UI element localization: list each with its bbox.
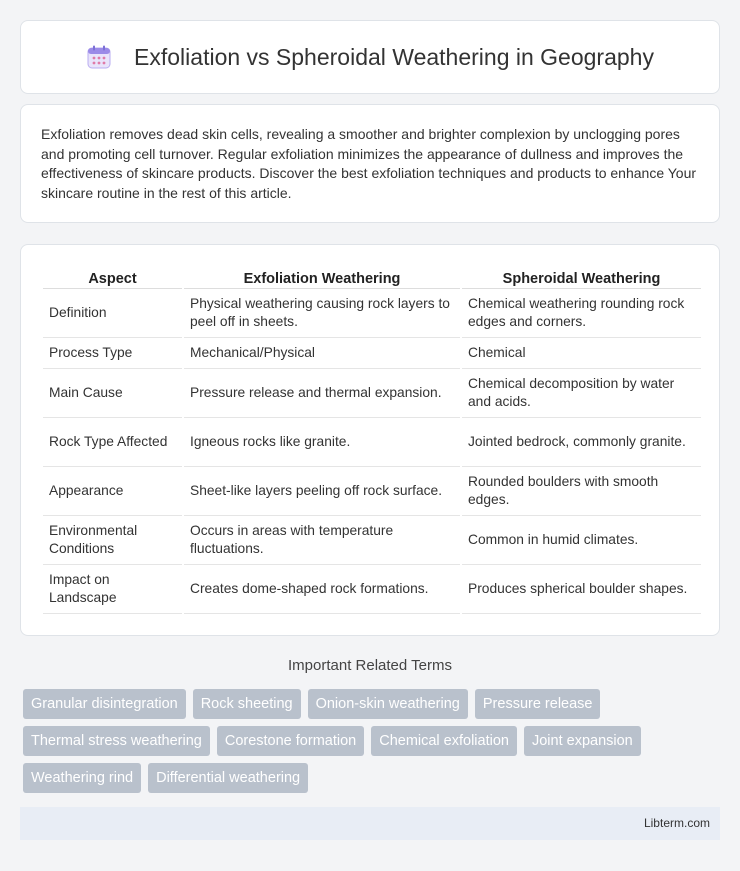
table-row xyxy=(43,565,701,614)
tag-pressure-release[interactable]: Pressure release xyxy=(475,689,601,719)
cell-aspect: Main Cause xyxy=(43,369,182,418)
table-row xyxy=(43,467,701,516)
cell-aspect: Definition xyxy=(43,289,182,338)
tag-weathering-rind[interactable]: Weathering rind xyxy=(23,763,141,793)
cell-aspect: Impact on Landscape xyxy=(43,565,182,614)
footer-site-link[interactable]: Libterm.com xyxy=(643,816,710,830)
cell-spheroidal: Jointed bedrock, commonly granite. xyxy=(462,418,701,467)
cell-exfoliation: Mechanical/Physical xyxy=(184,338,460,369)
header-card xyxy=(20,20,720,94)
cell-exfoliation: Physical weathering causing rock layers to peel off in sheets. xyxy=(184,289,460,338)
tag-granular-disintegration[interactable]: Granular disintegration xyxy=(23,689,186,719)
header-spheroidal: Spheroidal Weathering xyxy=(462,263,701,289)
comparison-table-card xyxy=(20,244,720,636)
cell-aspect: Appearance xyxy=(43,467,182,516)
cell-exfoliation: Igneous rocks like granite. xyxy=(184,418,460,467)
intro-card xyxy=(20,104,720,223)
table-row xyxy=(43,338,701,369)
table-row xyxy=(43,516,701,565)
cell-exfoliation: Occurs in areas with temperature fluctuations. xyxy=(184,516,460,565)
cell-spheroidal: Common in humid climates. xyxy=(462,516,701,565)
table-header-row xyxy=(43,263,701,289)
comparison-table xyxy=(41,263,703,614)
cell-exfoliation: Pressure release and thermal expansion. xyxy=(184,369,460,418)
cell-exfoliation: Sheet-like layers peeling off rock surface. xyxy=(184,467,460,516)
tag-rock-sheeting[interactable]: Rock sheeting xyxy=(193,689,301,719)
tag-differential-weathering[interactable]: Differential weathering xyxy=(148,763,308,793)
tag-chemical-exfoliation[interactable]: Chemical exfoliation xyxy=(371,726,517,756)
cell-aspect: Process Type xyxy=(43,338,182,369)
cell-aspect: Rock Type Affected xyxy=(43,418,182,467)
header-exfoliation: Exfoliation Weathering xyxy=(184,263,460,289)
footer xyxy=(20,807,720,840)
cell-spheroidal: Chemical weathering rounding rock edges and corners. xyxy=(462,289,701,338)
cell-spheroidal: Produces spherical boulder shapes. xyxy=(462,565,701,614)
tag-corestone-formation[interactable]: Corestone formation xyxy=(217,726,364,756)
tag-joint-expansion[interactable]: Joint expansion xyxy=(524,726,641,756)
related-terms-tags xyxy=(23,689,713,793)
calendar-icon xyxy=(86,44,112,70)
table-row xyxy=(43,289,701,338)
cell-spheroidal: Chemical decomposition by water and acids. xyxy=(462,369,701,418)
table-row xyxy=(43,418,701,467)
intro-text: Exfoliation removes dead skin cells, revealing a smoother and brighter complexion by unclogging pores and promoting cell turnover. Regular exfoliation minimizes the appearance of dullness and improves the effectiveness of skincare products. Discover the best exfoliation techniques and products to enhance Your skincare routine in the rest of this article. xyxy=(41,126,697,201)
table-row xyxy=(43,369,701,418)
cell-aspect: Environmental Conditions xyxy=(43,516,182,565)
header-aspect: Aspect xyxy=(43,263,182,289)
cell-spheroidal: Chemical xyxy=(462,338,701,369)
tag-thermal-stress-weathering[interactable]: Thermal stress weathering xyxy=(23,726,210,756)
page-title: Exfoliation vs Spheroidal Weathering in Geography xyxy=(134,43,654,70)
cell-exfoliation: Creates dome-shaped rock formations. xyxy=(184,565,460,614)
related-terms-title: Important Related Terms xyxy=(288,657,452,674)
cell-spheroidal: Rounded boulders with smooth edges. xyxy=(462,467,701,516)
tag-onion-skin-weathering[interactable]: Onion-skin weathering xyxy=(308,689,468,719)
